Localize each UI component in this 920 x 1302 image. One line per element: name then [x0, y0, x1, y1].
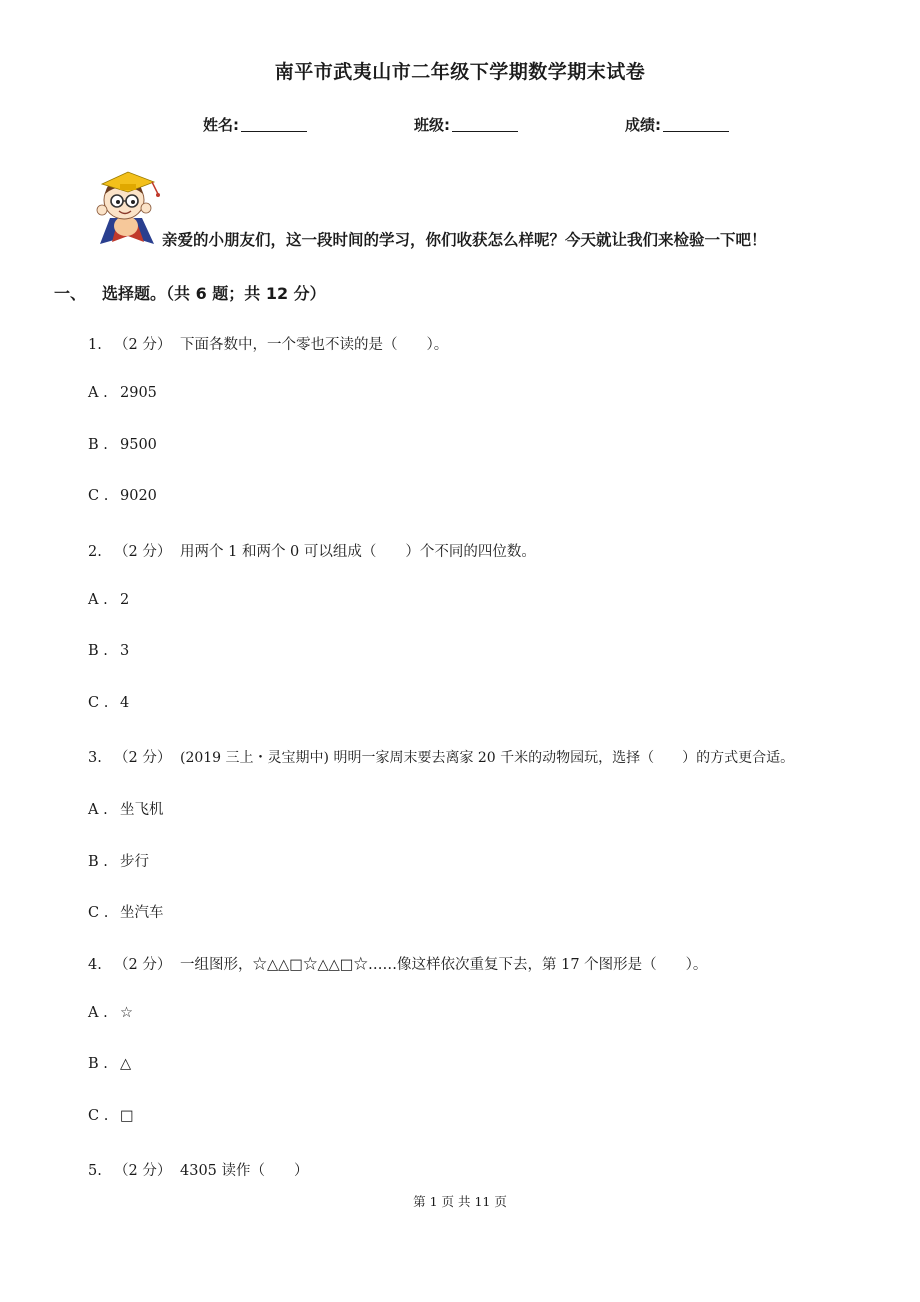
option-letter: B . — [88, 854, 108, 870]
question-text: 一组图形，☆△△□☆△△□☆……像这样依次重复下去，第 17 个图形是（ ）。 — [180, 957, 708, 973]
question-5 — [88, 1159, 309, 1180]
option-letter: C . — [88, 905, 109, 921]
option-letter: C . — [88, 488, 109, 504]
option-letter: B . — [88, 1056, 108, 1072]
option-1a[interactable] — [88, 385, 157, 401]
option-text: 坐飞机 — [120, 802, 164, 818]
option-text: 9500 — [120, 437, 157, 453]
option-letter: B . — [88, 643, 108, 659]
option-2b[interactable] — [88, 643, 129, 659]
question-points: （2 分） — [114, 544, 172, 560]
section-title: 选择题。（共 6 题；共 12 分） — [102, 284, 326, 303]
question-text: 下面各数中，一个零也不读的是（ ）。 — [180, 337, 449, 353]
name-blank[interactable] — [241, 117, 307, 132]
question-text: (2019 三上・灵宝期中) 明明一家周末要去离家 20 千米的动物园玩，选择（ ）的方式更合适。 — [180, 750, 795, 766]
option-text: ☆ — [120, 1005, 133, 1021]
option-text: 3 — [120, 643, 130, 659]
option-3c[interactable] — [88, 901, 164, 922]
page-title: 南平市武夷山市二年级下学期数学期末试卷 — [274, 61, 646, 83]
question-points: （2 分） — [114, 750, 172, 766]
question-number: 5. — [88, 1163, 102, 1179]
mascot-icon — [88, 168, 168, 246]
page-footer: 第 1 页 共 11 页 — [413, 1194, 507, 1209]
option-3a[interactable] — [88, 798, 164, 819]
class-label: 班级: — [414, 116, 450, 134]
question-number: 3. — [88, 750, 102, 766]
option-letter: C . — [88, 1108, 109, 1124]
question-text: 用两个 1 和两个 0 可以组成（ ）个不同的四位数。 — [180, 544, 536, 560]
option-text: △ — [120, 1056, 132, 1072]
question-3 — [88, 746, 794, 767]
question-4 — [88, 953, 707, 974]
option-letter: A . — [88, 1005, 108, 1021]
greeting-text: 亲爱的小朋友们，这一段时间的学习，你们收获怎么样呢？今天就让我们来检验一下吧！ — [162, 231, 767, 249]
score-blank[interactable] — [663, 117, 729, 132]
option-1c[interactable] — [88, 488, 157, 504]
option-text: 4 — [120, 695, 130, 711]
option-letter: B . — [88, 437, 108, 453]
question-points: （2 分） — [114, 957, 172, 973]
option-text: □ — [120, 1108, 134, 1124]
question-number: 1. — [88, 337, 102, 353]
option-text: 坐汽车 — [120, 905, 164, 921]
name-label: 姓名: — [203, 116, 239, 134]
score-field — [625, 114, 729, 135]
class-field — [414, 114, 518, 135]
option-text: 9020 — [120, 488, 157, 504]
option-1b[interactable] — [88, 437, 157, 453]
option-3b[interactable] — [88, 850, 149, 871]
option-2a[interactable] — [88, 592, 129, 608]
name-field — [203, 114, 307, 135]
option-text: 步行 — [120, 854, 149, 870]
option-text: 2905 — [120, 385, 157, 401]
option-text: 2 — [120, 592, 130, 608]
question-2 — [88, 540, 536, 561]
option-letter: A . — [88, 385, 108, 401]
option-letter: C . — [88, 695, 109, 711]
question-points: （2 分） — [114, 1163, 172, 1179]
option-4b[interactable] — [88, 1056, 131, 1072]
question-number: 4. — [88, 957, 102, 973]
option-letter: A . — [88, 592, 108, 608]
option-4a[interactable] — [88, 1005, 133, 1021]
class-blank[interactable] — [452, 117, 518, 132]
question-text: 4305 读作（ ） — [180, 1163, 309, 1179]
question-1 — [88, 333, 448, 354]
option-letter: A . — [88, 802, 108, 818]
score-label: 成绩: — [625, 116, 661, 134]
option-4c[interactable] — [88, 1108, 134, 1124]
option-2c[interactable] — [88, 695, 129, 711]
question-number: 2. — [88, 544, 102, 560]
question-points: （2 分） — [114, 337, 172, 353]
section-heading — [54, 281, 326, 304]
section-number: 一、 — [54, 284, 87, 303]
